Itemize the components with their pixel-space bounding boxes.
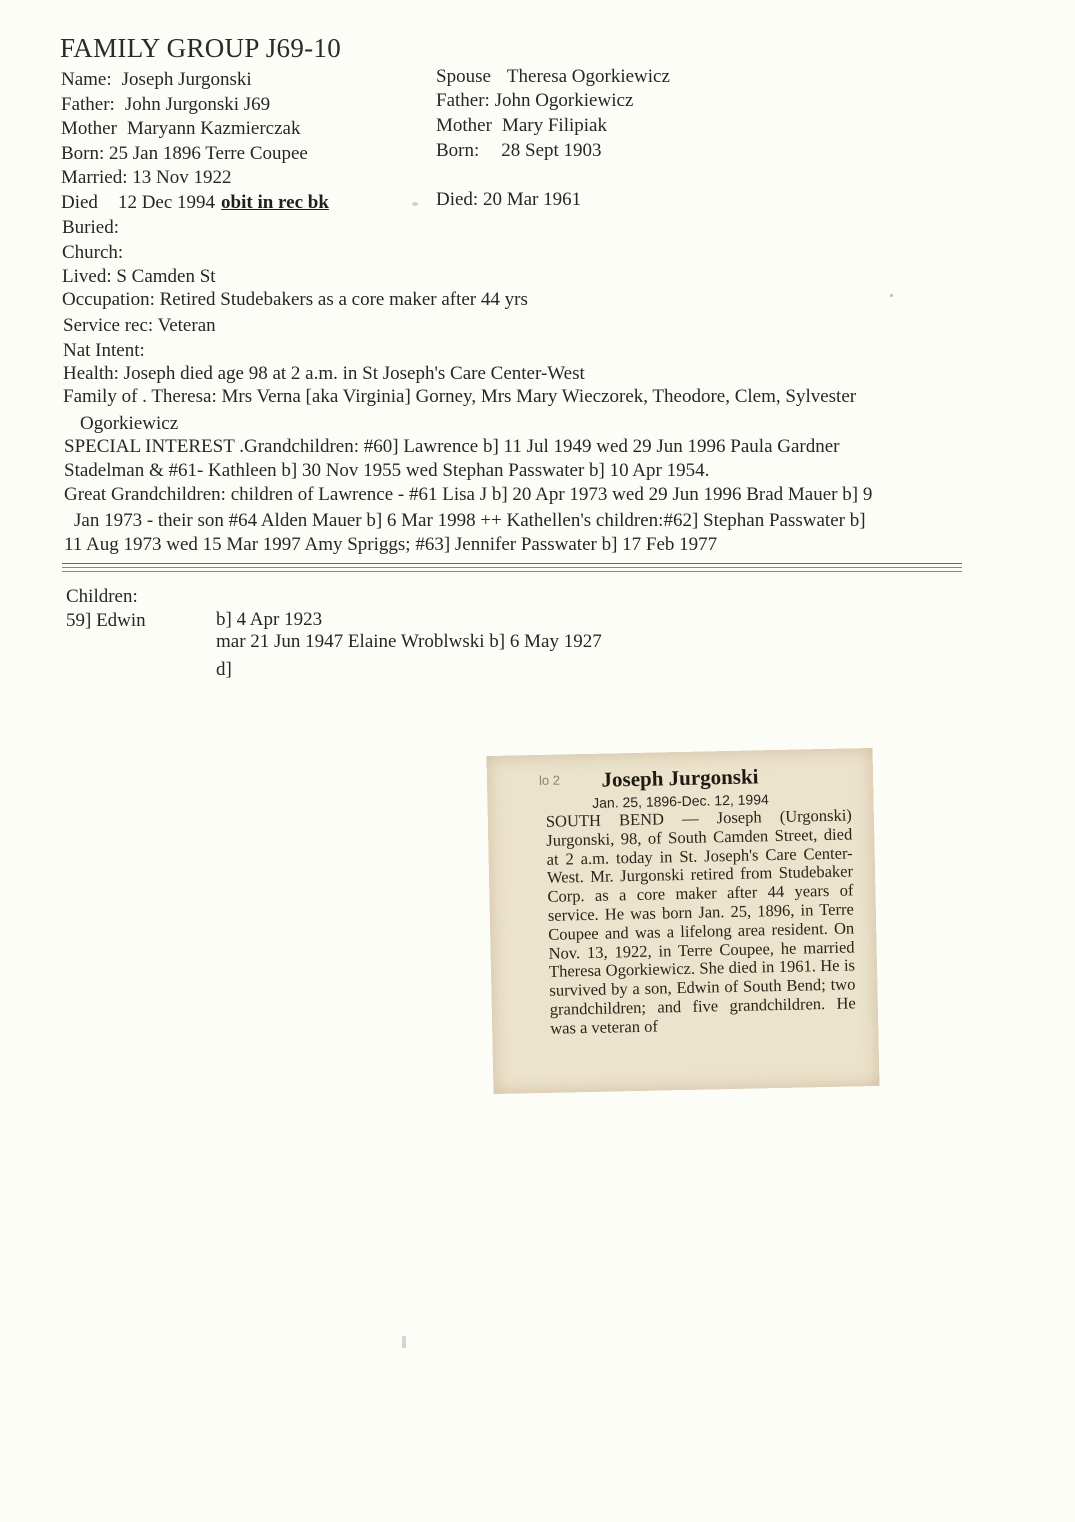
buried-row: Buried:: [62, 217, 119, 238]
spouse-row: [436, 65, 670, 89]
special-interest-row-cont: Stadelman & #61- Kathleen b] 30 Nov 1955 wed Stephan Passwater b] 10 Apr 1954.: [64, 460, 710, 481]
spouse-born-row: [436, 139, 602, 163]
child-name: 59] Edwin: [66, 610, 146, 631]
separator-rule-second: [62, 567, 962, 568]
spouse-name: Theresa Ogorkiewicz: [506, 66, 670, 87]
spouse-father-row: Father: John Ogorkiewicz: [436, 90, 634, 111]
nat-intent-row: Nat Intent:: [63, 340, 145, 361]
special-interest-row: SPECIAL INTEREST .Grandchildren: #60] Lawrence b] 11 Jul 1949 wed 29 Jun 1996 Paula Gardner: [64, 436, 840, 457]
spouse-mother-label: Mother: [436, 115, 492, 136]
spouse-mother-row: [436, 114, 607, 138]
page-title: FAMILY GROUP J69-10: [60, 33, 342, 63]
separator-rule-third: [62, 571, 962, 572]
scan-speck: [412, 202, 418, 206]
name-label: Name:: [61, 69, 112, 90]
church-row: Church:: [62, 242, 124, 263]
family-row: Family of . Theresa: Mrs Verna [aka Virginia] Gorney, Mrs Mary Wieczorek, Theodore, Clem, Sylvester: [63, 386, 857, 407]
child-born: b] 4 Apr 1923: [216, 609, 323, 630]
obit-link[interactable]: obit in rec bk: [221, 192, 329, 213]
name-row: [61, 68, 252, 92]
service-row: Service rec: Veteran: [63, 315, 216, 336]
occupation-row: Occupation: Retired Studebakers as a core maker after 44 yrs: [62, 289, 528, 310]
child-died: d]: [216, 659, 232, 680]
health-row: Health: Joseph died age 98 at 2 a.m. in St Joseph's Care Center-West: [63, 363, 585, 384]
clipping-headline: Joseph Jurgonski: [601, 764, 759, 792]
died-label: Died: [61, 192, 98, 213]
spouse-born: 28 Sept 1903: [501, 140, 602, 161]
spouse-born-label: Born:: [436, 140, 480, 161]
husband-died: 12 Dec 1994: [117, 192, 216, 213]
died-row: [61, 191, 329, 215]
clipping-body: SOUTH BEND — Joseph (Urgonski) Jurgonski, 98, of South Camden Street, died at 2 a.m. today in St. Joseph's Care Center-West. Mr. Jurgonski retired from Studebaker Corp. as a core maker after 44 years of service. He was born Jan. 25, 1896, in Terre Coupee and was a lifelong area resident. On Nov. 13, 1922, in Terre Coupee, he married Theresa Ogorkiewicz. She died in 1961. He is survived by a son, Edwin of South Bend; two grandchildren; and five grandchildren. He was a veteran of: [545, 805, 856, 1038]
lived-row: Lived: S Camden St: [62, 266, 216, 287]
clipping-dates: Jan. 25, 1896-Dec. 12, 1994: [591, 791, 769, 811]
mother-row: [61, 117, 300, 141]
spouse-mother: Mary Filipiak: [501, 115, 607, 136]
family-row-cont: Ogorkiewicz: [80, 413, 179, 434]
husband-father: John Jurgonski J69: [124, 94, 271, 115]
children-heading: Children:: [66, 586, 138, 607]
spouse-label: Spouse: [436, 66, 491, 87]
separator-rule: [62, 563, 962, 564]
spouse-died-row: Died: 20 Mar 1961: [436, 189, 582, 210]
husband-mother: Maryann Kazmierczak: [126, 118, 301, 139]
great-grandchildren-row-cont: Jan 1973 - their son #64 Alden Mauer b] 6 Mar 1998 ++ Kathellen's children:#62] Stephan Passwater b]: [74, 510, 866, 531]
husband-name: Joseph Jurgonski: [121, 69, 252, 90]
mother-label: Mother: [61, 118, 117, 139]
great-grandchildren-row: Great Grandchildren: children of Lawrence - #61 Lisa J b] 20 Apr 1973 wed 29 Jun 1996 Brad Mauer b] 9: [64, 484, 873, 505]
scan-speck: [890, 294, 893, 297]
scan-speck: [402, 1336, 406, 1348]
child-married: mar 21 Jun 1947 Elaine Wroblwski b] 6 May 1927: [216, 631, 602, 652]
great-grandchildren-row-cont2: 11 Aug 1973 wed 15 Mar 1997 Amy Spriggs; #63] Jennifer Passwater b] 17 Feb 1977: [64, 534, 718, 555]
clipping-edge-text: lo 2: [538, 772, 561, 788]
obituary-clipping: [487, 748, 880, 1094]
married-row: Married: 13 Nov 1922: [61, 167, 232, 188]
born-row: Born: 25 Jan 1896 Terre Coupee: [61, 143, 308, 164]
father-label: Father:: [61, 94, 115, 115]
father-row: [61, 93, 270, 117]
